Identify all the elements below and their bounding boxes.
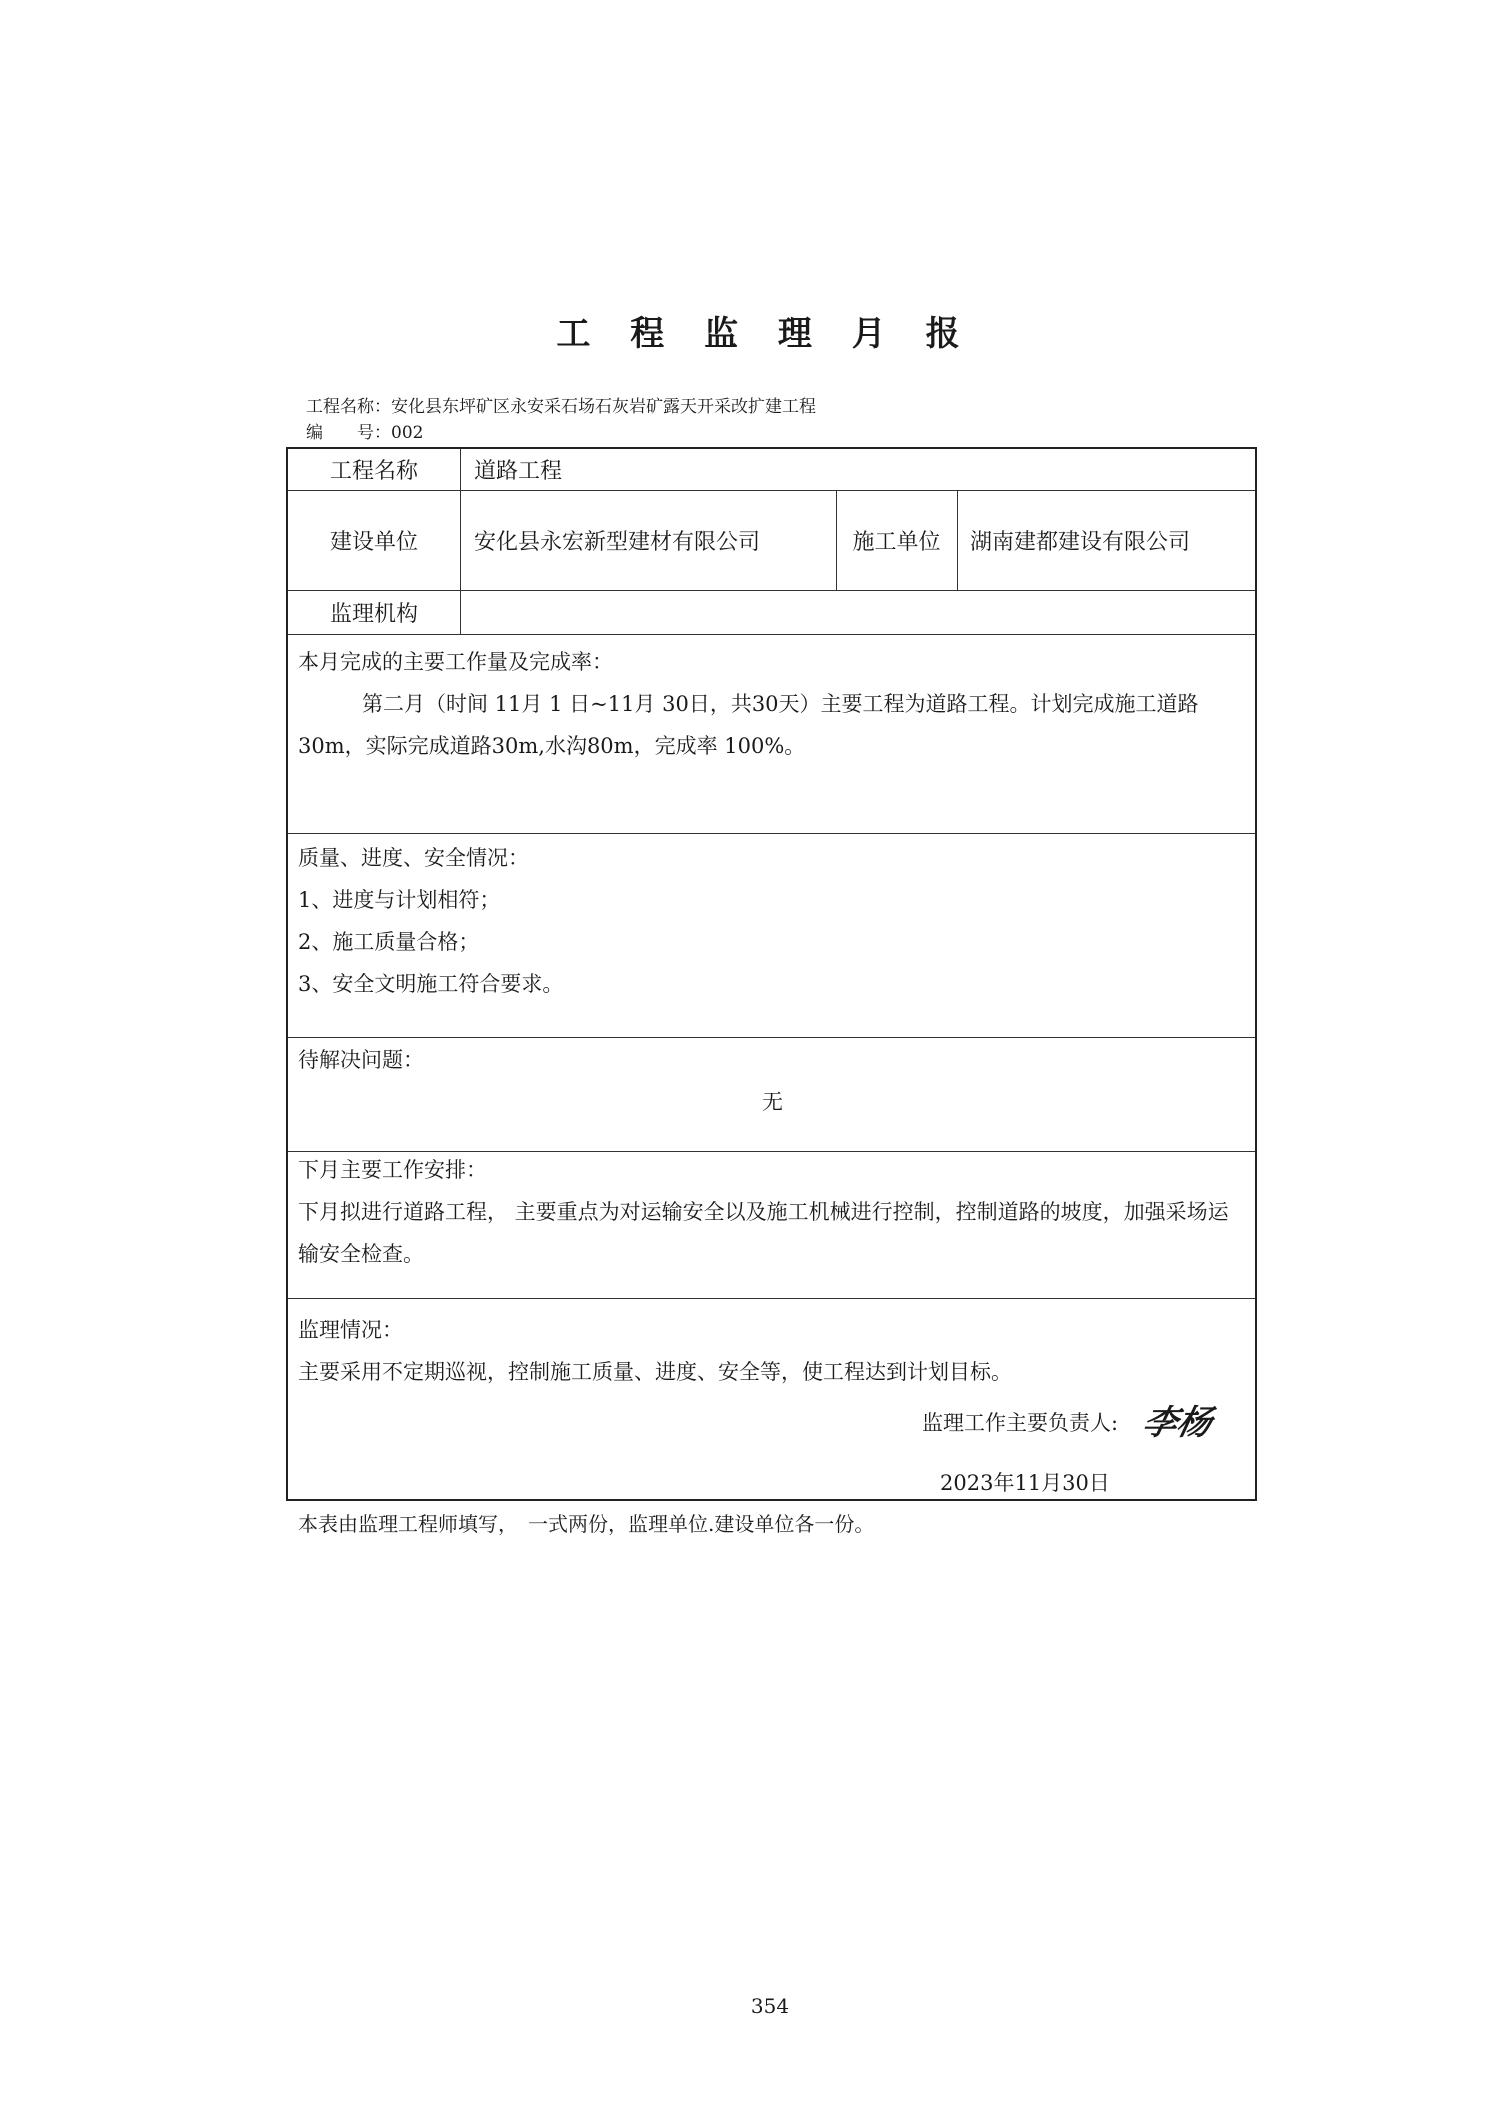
builder-value: 安化县永宏新型建材有限公司	[474, 529, 761, 555]
issues-section	[298, 1039, 1247, 1123]
issues-body: 无	[762, 1090, 783, 1114]
signature: 李杨	[1139, 1403, 1216, 1443]
quality-item: 2、施工质量合格；	[298, 930, 480, 954]
page-number: 354	[750, 1994, 790, 2018]
report-table	[286, 447, 1257, 1501]
number-line: 编 号：002	[306, 423, 424, 443]
responsible-label: 监理工作主要负责人:	[922, 1411, 1119, 1435]
supervision-body: 主要采用不定期巡视，控制施工质量、进度、安全等，使工程达到计划目标。	[298, 1360, 1012, 1384]
contractor-value: 湖南建都建设有限公司	[970, 529, 1191, 555]
work-heading: 本月完成的主要工作量及完成率：	[298, 650, 613, 674]
supervision-heading: 监理情况：	[298, 1318, 403, 1342]
supervisor-label: 监理机构	[329, 601, 418, 627]
quality-item: 3、安全文明施工符合要求。	[298, 972, 564, 996]
next-month-body: 下月拟进行道路工程， 主要重点为对运输安全以及施工机械进行控制，控制道路的坡度，加强采场运输安全检查。	[298, 1200, 1229, 1266]
next-month-section	[298, 1149, 1247, 1275]
work-body: 第二月（时间 11月 1 日~11月 30日，共30天）主要工程为道路工程。计划完成施工道路30m，实际完成道路30m,水沟80m，完成率 100%。	[298, 692, 1199, 758]
footnote: 本表由监理工程师填写， 一式两份，监理单位.建设单位各一份。	[298, 1512, 875, 1536]
builder-label: 建设单位	[329, 529, 418, 555]
supervision-section	[298, 1309, 1247, 1393]
next-month-heading: 下月主要工作安排：	[298, 1158, 487, 1182]
quality-item: 1、进度与计划相符；	[298, 888, 501, 912]
project-name-value: 道路工程	[474, 459, 563, 484]
project-name-label: 工程名称	[329, 459, 418, 484]
issues-heading: 待解决问题：	[298, 1048, 424, 1072]
report-date: 2023年11月30日	[940, 1471, 1110, 1495]
work-section	[298, 641, 1247, 767]
quality-heading: 质量、进度、安全情况：	[298, 846, 529, 870]
page-title: 工 程 监 理 月 报	[556, 314, 974, 354]
contractor-label: 施工单位	[852, 529, 941, 555]
project-name-line: 工程名称：安化县东坪矿区永安采石场石灰岩矿露天开采改扩建工程	[306, 397, 816, 417]
quality-section	[298, 837, 1247, 1005]
